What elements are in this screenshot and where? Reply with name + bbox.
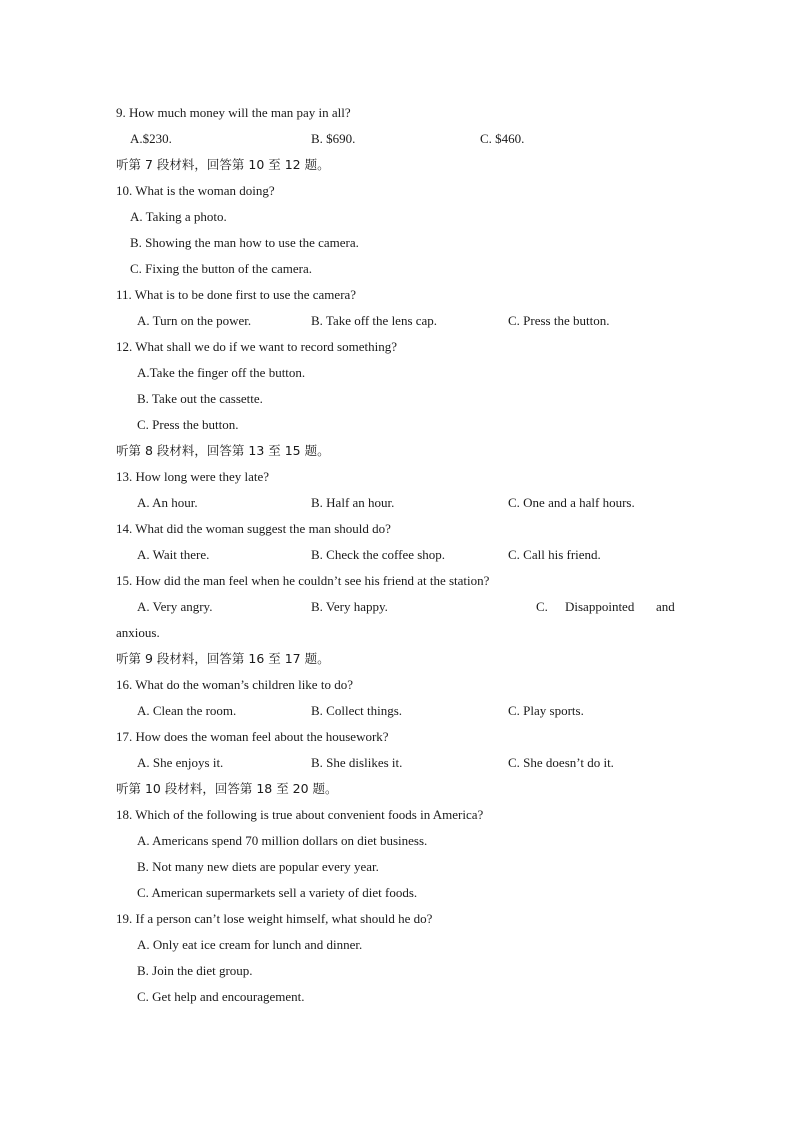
question-13-option-b: B. Half an hour. xyxy=(311,495,395,510)
question-15-option-b: B. Very happy. xyxy=(311,599,388,614)
question-11-stem: 11. What is to be done first to use the camera? xyxy=(116,287,357,302)
question-9-option-a: A.$230. xyxy=(130,131,172,146)
question-9-option-b: B. $690. xyxy=(311,131,356,146)
question-17-option-b: B. She dislikes it. xyxy=(311,755,403,770)
question-19-stem: 19. If a person can’t lose weight himself, what should he do? xyxy=(116,911,433,926)
question-14-option-b: B. Check the coffee shop. xyxy=(311,547,446,562)
question-13-option-c: C. One and a half hours. xyxy=(508,495,635,510)
question-15-option-c-continuation: anxious. xyxy=(116,625,160,640)
section-9-heading: 听第 9 段材料，回答第 16 至 17 题。 xyxy=(116,651,330,666)
question-18-option-a: A. Americans spend 70 million dollars on diet business. xyxy=(137,833,428,848)
question-11-option-b: B. Take off the lens cap. xyxy=(311,313,438,328)
question-12-stem: 12. What shall we do if we want to record something? xyxy=(116,339,397,354)
question-15-option-a: A. Very angry. xyxy=(137,599,213,614)
question-17-option-c: C. She doesn’t do it. xyxy=(508,755,614,770)
question-17-stem: 17. How does the woman feel about the housework? xyxy=(116,729,389,744)
question-13-option-a: A. An hour. xyxy=(137,495,198,510)
question-12-option-a: A.Take the finger off the button. xyxy=(137,365,306,380)
question-16-option-b: B. Collect things. xyxy=(311,703,402,718)
question-14-stem: 14. What did the woman suggest the man should do? xyxy=(116,521,391,536)
section-10-heading: 听第 10 段材料，回答第 18 至 20 题。 xyxy=(116,781,338,796)
question-10-option-a: A. Taking a photo. xyxy=(130,209,227,224)
question-11-option-c: C. Press the button. xyxy=(508,313,610,328)
question-15-option-c-label: C. xyxy=(536,599,548,614)
question-11-option-a: A. Turn on the power. xyxy=(137,313,252,328)
question-16-stem: 16. What do the woman’s children like to do? xyxy=(116,677,353,692)
question-15-stem: 15. How did the man feel when he couldn’t see his friend at the station? xyxy=(116,573,490,588)
question-18-stem: 18. Which of the following is true about convenient foods in America? xyxy=(116,807,484,822)
question-19-option-b: B. Join the diet group. xyxy=(137,963,253,978)
question-10-stem: 10. What is the woman doing? xyxy=(116,183,275,198)
question-10-option-c: C. Fixing the button of the camera. xyxy=(130,261,312,276)
question-15-option-c-word-2: and xyxy=(656,599,675,614)
question-19-option-c: C. Get help and encouragement. xyxy=(137,989,305,1004)
section-8-heading: 听第 8 段材料，回答第 13 至 15 题。 xyxy=(116,443,330,458)
question-19-option-a: A. Only eat ice cream for lunch and dinner. xyxy=(137,937,363,952)
question-14-option-c: C. Call his friend. xyxy=(508,547,601,562)
section-7-heading: 听第 7 段材料，回答第 10 至 12 题。 xyxy=(116,157,330,172)
question-18-option-c: C. American supermarkets sell a variety of diet foods. xyxy=(137,885,418,900)
question-17-option-a: A. She enjoys it. xyxy=(137,755,224,770)
question-12-option-c: C. Press the button. xyxy=(137,417,239,432)
question-9-stem: 9. How much money will the man pay in all? xyxy=(116,105,351,120)
question-13-stem: 13. How long were they late? xyxy=(116,469,270,484)
question-15-option-c-word-1: Disappointed xyxy=(565,599,635,614)
question-16-option-a: A. Clean the room. xyxy=(137,703,237,718)
question-12-option-b: B. Take out the cassette. xyxy=(137,391,263,406)
question-9-option-c: C. $460. xyxy=(480,131,525,146)
question-18-option-b: B. Not many new diets are popular every year. xyxy=(137,859,379,874)
question-14-option-a: A. Wait there. xyxy=(137,547,210,562)
question-10-option-b: B. Showing the man how to use the camera. xyxy=(130,235,359,250)
question-16-option-c: C. Play sports. xyxy=(508,703,584,718)
